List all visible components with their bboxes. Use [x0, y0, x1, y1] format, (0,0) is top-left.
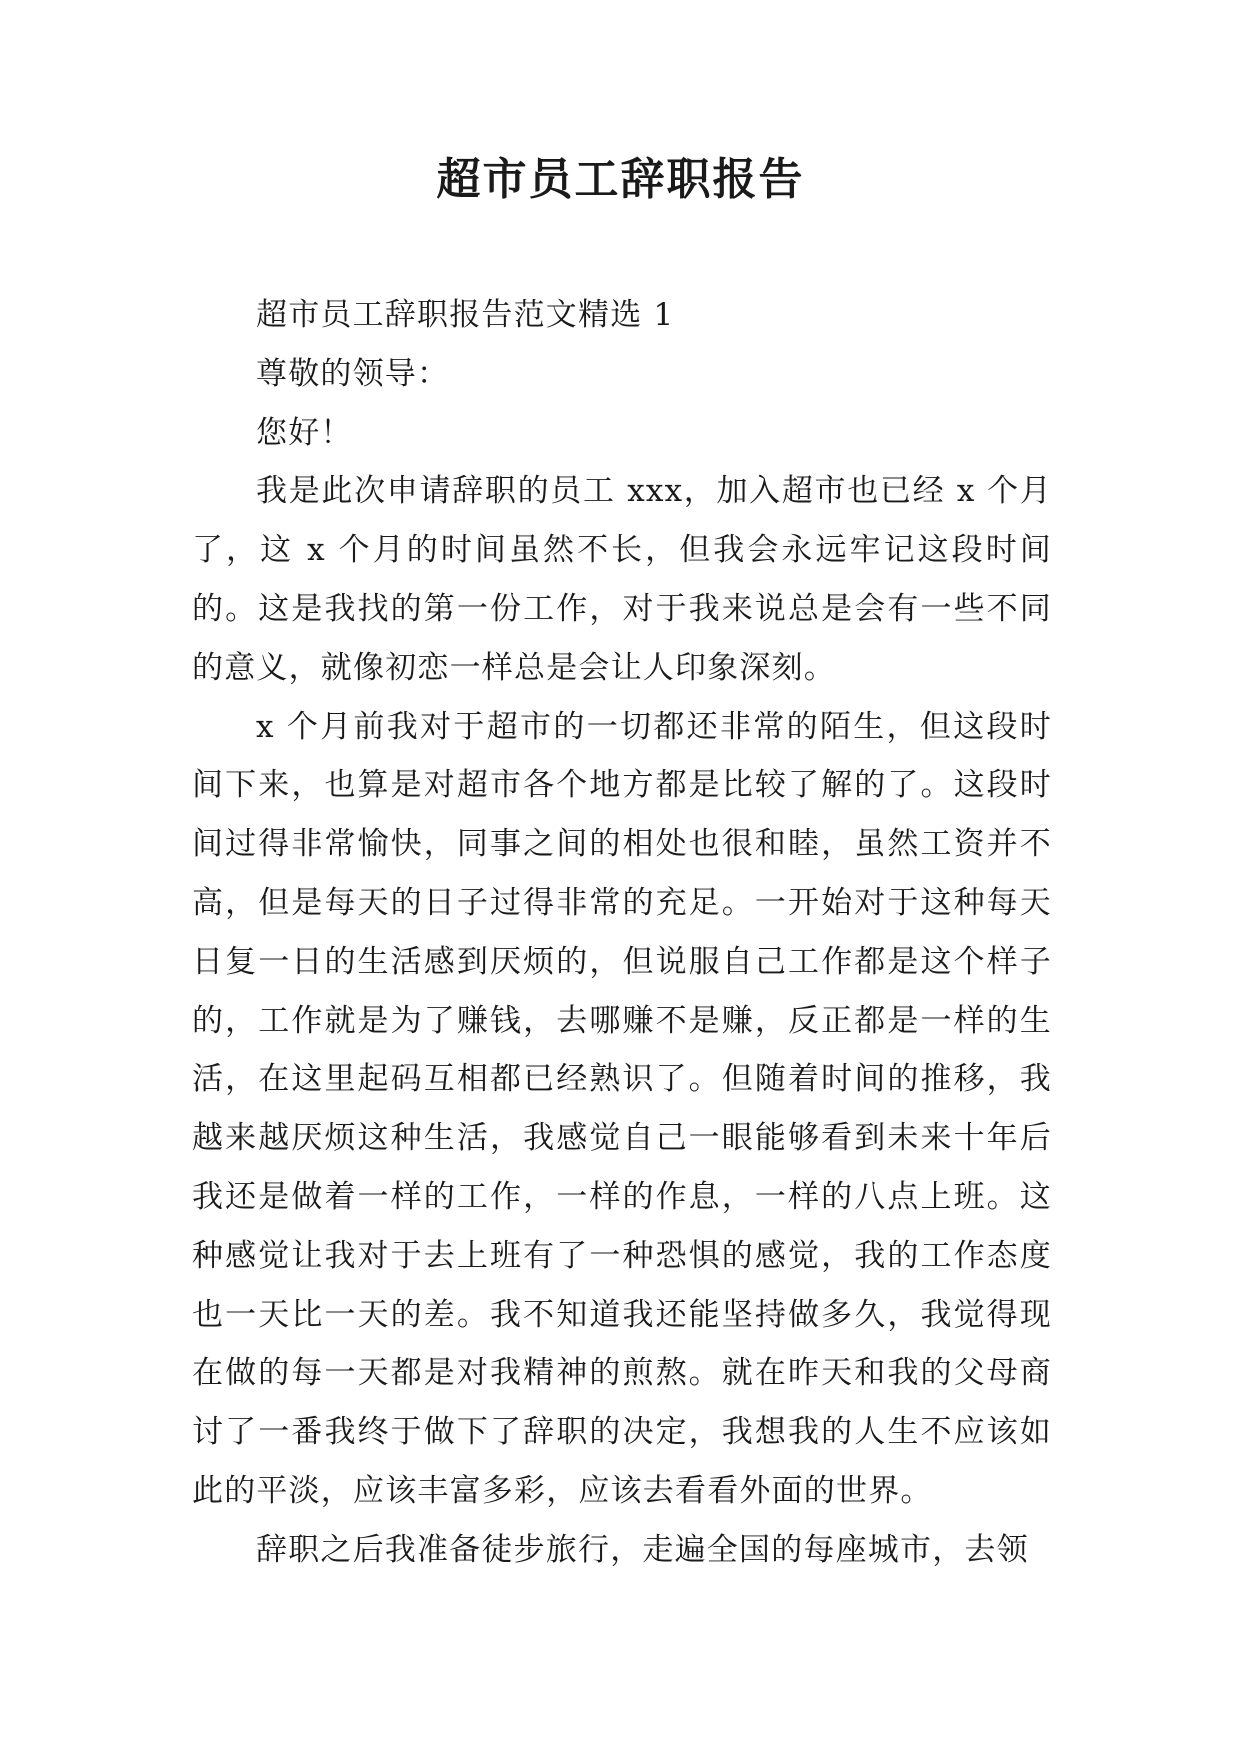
document-title: 超市员工辞职报告	[436, 154, 805, 205]
body-paragraph: x 个月前我对于超市的一切都还非常的陌生，但这段时间下来，也算是对超市各个地方都是比较了解的了。这段时间过得非常愉快，同事之间的相处也很和睦，虽然工资并不高，但是每天的日子过得非常的充足。一开始对于这种每天日复一日的生活感到厌烦的，但说服自己工作都是这个样子的，工作就是为了赚钱，去哪赚不是赚，反正都是一样的生活，在这里起码互相都已经熟识了。但随着时间的推移，我越来越厌烦这种生活，我感觉自己一眼能够看到未来十年后我还是做着一样的工作，一样的作息，一样的八点上班。这种感觉让我对于去上班有了一种恐惧的感觉，我的工作态度也一天比一天的差。我不知道我还能坚持做多久，我觉得现在做的每一天都是对我精神的煎熬。就在昨天和我的父母商讨了一番我终于做下了辞职的决定，我想我的人生不应该如此的平淡，应该丰富多彩，应该去看看外面的世界。	[192, 708, 1052, 1509]
greeting: 您好！	[256, 414, 353, 451]
body-paragraph: 我是此次申请辞职的员工 xxx，加入超市也已经 x 个月了，这 x 个月的时间虽然不长，但我会永远牢记这段时间的。这是我找的第一份工作，对于我来说总是会有一些不同的意义，就像初恋一样总是会让人印象深刻。	[192, 473, 1052, 686]
body-paragraph: 辞职之后我准备徒步旅行，走遍全国的每座城市，去领	[256, 1531, 1029, 1568]
document-body	[192, 286, 1052, 1580]
salutation: 尊敬的领导：	[256, 355, 450, 392]
section-heading: 超市员工辞职报告范文精选 1	[256, 297, 675, 333]
